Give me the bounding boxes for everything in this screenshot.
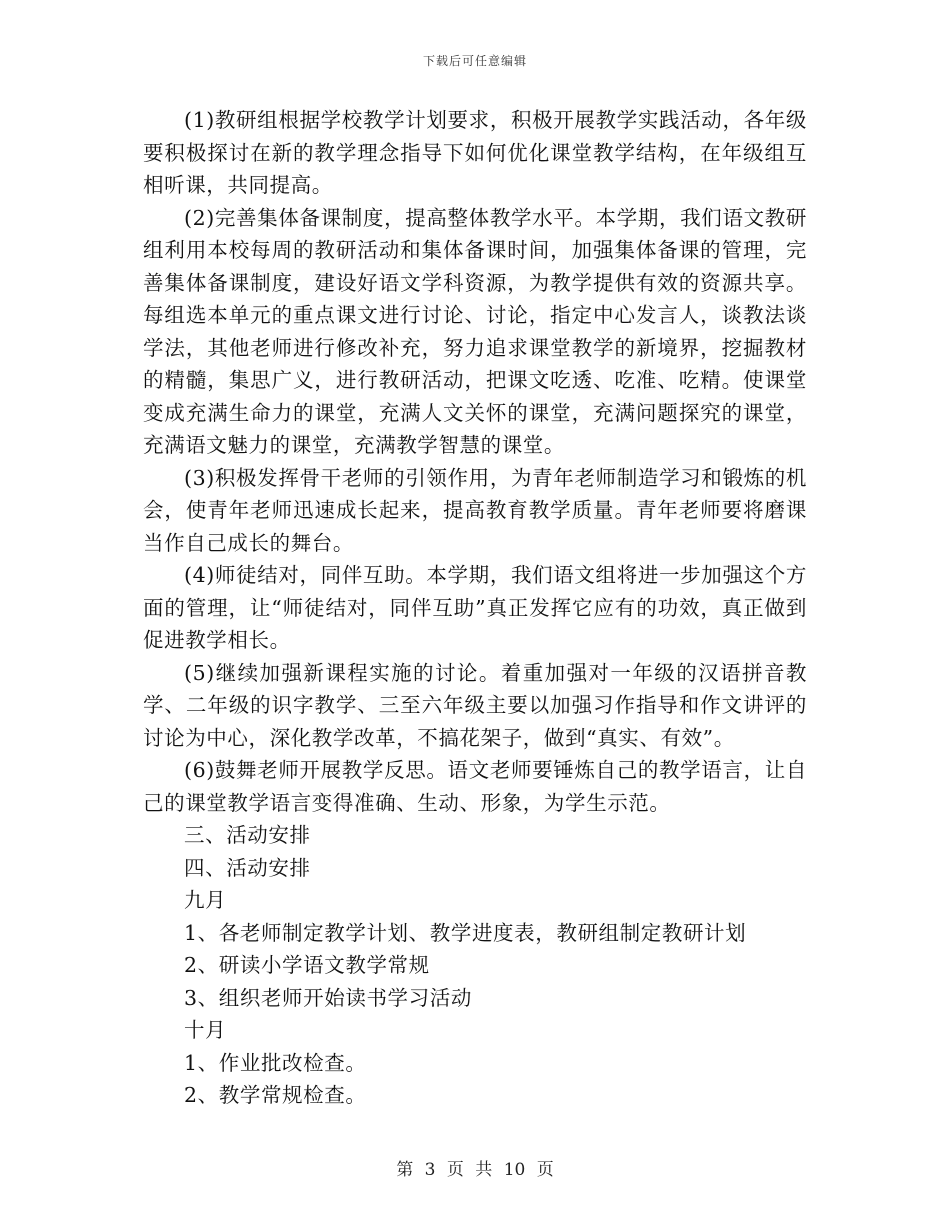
list-item: 1、各老师制定教学计划、教学进度表，教研组制定教研计划 [184, 920, 747, 945]
page-header: 下载后可任意编辑 [422, 54, 527, 68]
paragraph-6: (6)鼓舞老师开展教学反思。语文老师要锤炼自己的教学语言，让自己的课堂教学语言变得准确、生动、形象，为学生示范。 [143, 758, 807, 815]
list-item: 2、研读小学语文教学常规 [184, 953, 430, 977]
page-number: 第 3 页 共 10 页 [396, 1160, 554, 1180]
section-heading-3: 三、活动安排 [184, 823, 311, 847]
paragraph-1: (1)教研组根据学校教学计划要求，积极开展教学实践活动，各年级要积极探讨在新的教学理念指导下如何优化课堂教学结构，在年级组互相听课，共同提高。 [143, 108, 807, 197]
paragraph-4: (4)师徒结对，同伴互助。本学期，我们语文组将进一步加强这个方面的管理，让“师徒结对，同伴互助”真正发挥它应有的功效，真正做到促进教学相长。 [143, 563, 807, 652]
month-heading-october: 十月 [184, 1018, 227, 1042]
list-item: 2、教学常规检查。 [184, 1083, 367, 1107]
paragraph-3: (3)积极发挥骨干老师的引领作用，为青年老师制造学习和锻炼的机会，使青年老师迅速成长起来，提高教育教学质量。青年老师要将磨课当作自己成长的舞台。 [143, 465, 807, 555]
month-heading-september: 九月 [184, 888, 227, 912]
paragraph-5: (5)继续加强新课程实施的讨论。着重加强对一年级的汉语拼音教学、二年级的识字教学、三至六年级主要以加强习作指导和作文讲评的讨论为中心，深化教学改革，不搞花架子，做到“真实、有效”。 [143, 660, 807, 750]
list-item: 1、作业批改检查。 [184, 1050, 367, 1075]
paragraph-2: (2)完善集体备课制度，提高整体教学水平。本学期，我们语文教研组利用本校每周的教研活动和集体备课时间，加强集体备课的管理，完善集体备课制度，建设好语文学科资源，为教学提供有效的资源共享。每组选本单元的重点课文进行讨论、讨论，指定中心发言人，谈教法谈学法，其他老师进行修改补充，努力追求课堂教学的新境界，挖掘教材的精髓，集思广义，进行教研活动，把课文吃透、吃准、吃精。使课堂变成充满生命力的课堂，充满人文关怀的课堂，充满问题探究的课堂，充满语文魅力的课堂，充满教学智慧的课堂。 [143, 205, 807, 457]
section-heading-4: 四、活动安排 [184, 855, 311, 880]
document-body [143, 104, 807, 1112]
list-item: 3、组织老师开始读书学习活动 [184, 985, 472, 1010]
